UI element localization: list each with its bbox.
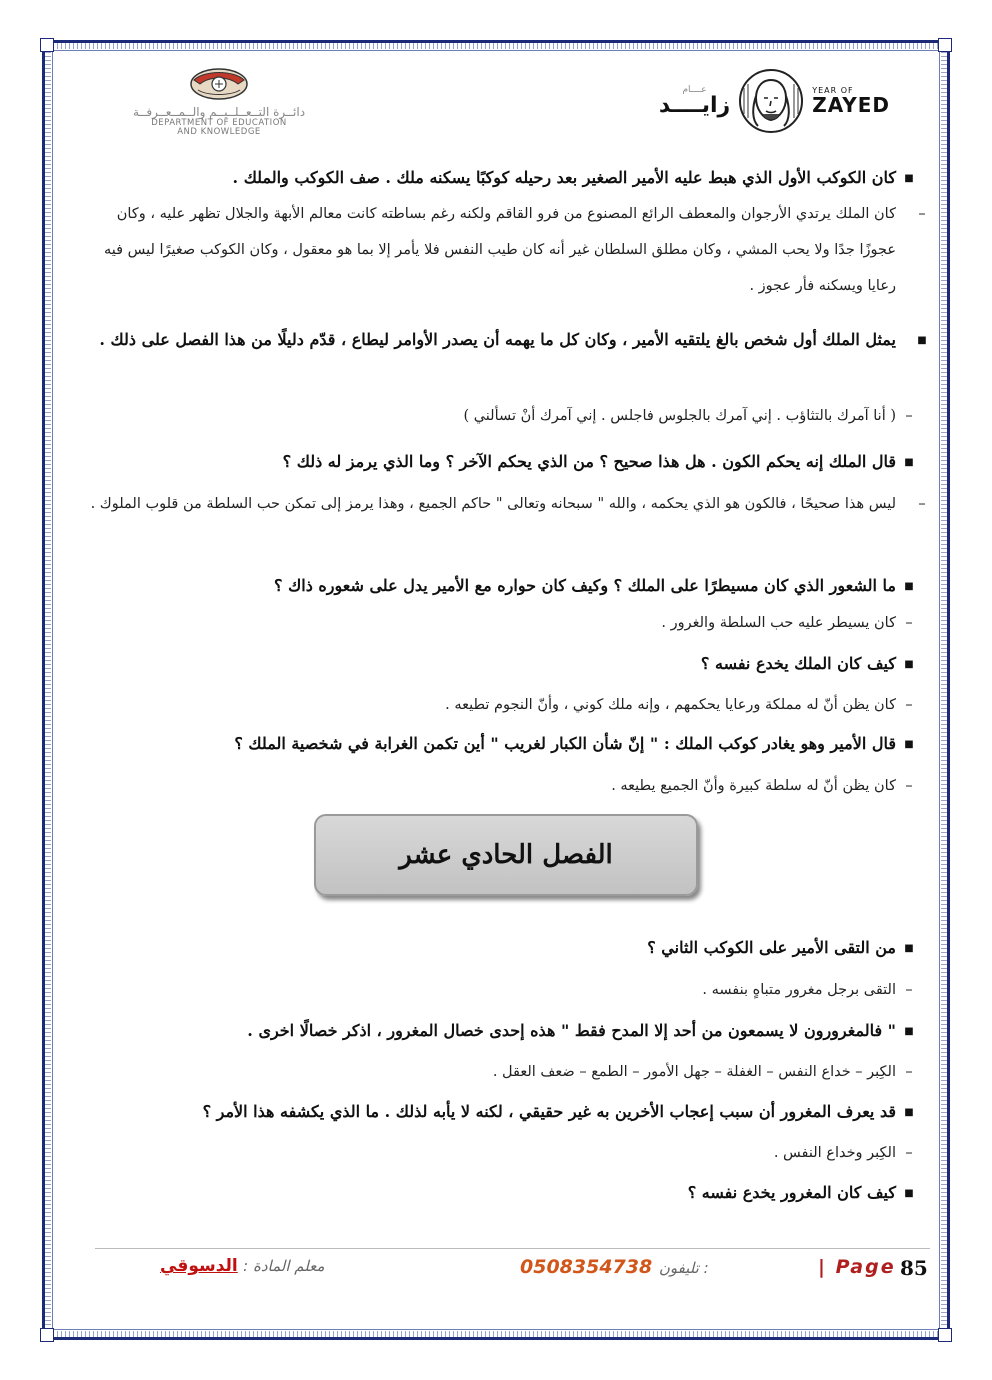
- question-text: ما الشعور الذي كان مسيطرًا على الملك ؟ وكيف كان حواره مع الأمير يدل على شعوره ذاك ؟: [274, 576, 896, 595]
- department-arabic: دائــرة التــعــلــيــم والــمــعــرفــة: [132, 105, 306, 119]
- square-bullet-icon: ■: [904, 659, 914, 670]
- year-of-zayed-logo: [630, 68, 890, 134]
- phone-number: 0508354738: [520, 1256, 653, 1278]
- dash-bullet-icon: –: [905, 615, 913, 631]
- answer-text: كان يظن أنّ له سلطة كبيرة وأنّ الجميع يطيعه .: [611, 778, 896, 794]
- question: [688, 1173, 922, 1214]
- square-bullet-icon: ■: [904, 943, 914, 954]
- question: [283, 442, 922, 483]
- answer: [84, 196, 926, 304]
- square-bullet-icon: ■: [904, 581, 914, 592]
- footer-divider: [95, 1248, 930, 1249]
- question-text: كان الكوكب الأول الذي هبط عليه الأمير الصغير بعد رحيله كوكبًا يسكنه ملك . صف الكوكب والملك .: [232, 168, 896, 187]
- question-text: قال الأمير وهو يغادر كوكب الملك : " إنّ شأن الكبار لغريب " أين تكمن الغرابة في شخصية الملك ؟: [234, 734, 896, 753]
- answer: [463, 398, 922, 434]
- answer-text: كان يظن أنّ له مملكة ورعايا يحكمهم ، وإنه ملك كوني ، وأنّ النجوم تطيعه .: [445, 697, 896, 713]
- corner-ornament: [938, 1328, 952, 1342]
- question: [84, 320, 927, 361]
- corner-ornament: [40, 1328, 54, 1342]
- answer-text: التقى برجل مغرور متباهٍ بنفسه .: [702, 982, 896, 998]
- department-logo: [88, 66, 350, 138]
- dash-bullet-icon: –: [905, 982, 913, 998]
- answer-text: الكِبر – خداع النفس – الغفلة – جهل الأمور – الطمع – ضعف العقل .: [492, 1064, 896, 1080]
- question: [701, 644, 922, 685]
- zayed-english-small: YEAR OF: [812, 86, 854, 95]
- zayed-arabic: [659, 86, 730, 117]
- question-text: قال الملك إنه يحكم الكون . هل هذا صحيح ؟ من الذي يحكم الآخر ؟ وما الذي يرمز له ذلك ؟: [282, 452, 896, 471]
- department-english-2: AND KNOWLEDGE: [177, 127, 261, 138]
- question-text: يمثل الملك أول شخص بالغ يلتقيه الأمير ، وكان كل ما يهمه أن يصدر الأوامر ليطاع ، قدّم دليلًا من هذا الفصل على ذلك .: [99, 330, 896, 349]
- page-label: | Page: [818, 1256, 896, 1278]
- question: [234, 724, 922, 765]
- zayed-portrait-icon: [738, 68, 804, 134]
- corner-ornament: [40, 38, 54, 52]
- zayed-english: [812, 87, 890, 115]
- emblem-falcon-icon: [188, 66, 250, 100]
- answer-text: ليس هذا صحيحًا ، فالكون هو الذي يحكمه ، والله " سبحانه وتعالى " حاكم الجميع ، وهذا يرمز إلى تمكن حب السلطة من قلوب الملوك .: [90, 496, 896, 512]
- answer-text: ( أنا آمرك بالتثاؤب . إني آمرك بالجلوس فاجلس . إني آمرك أنْ تسألني ): [463, 408, 896, 424]
- page-number: 85: [900, 1256, 928, 1280]
- zayed-arabic-text: زايــــد: [658, 92, 731, 118]
- answer: [774, 1135, 922, 1171]
- dash-bullet-icon: –: [905, 778, 913, 794]
- department-english-1: DEPARTMENT OF EDUCATION: [151, 118, 287, 129]
- question-text: كيف كان الملك يخدع نفسه ؟: [700, 654, 896, 673]
- teacher-name: الدسوقي: [160, 1256, 238, 1276]
- square-bullet-icon: ■: [904, 173, 914, 184]
- page-label-text: Page: [835, 1256, 896, 1278]
- chapter-title: الفصل الحادي عشر: [399, 840, 613, 870]
- dash-bullet-icon: –: [905, 1064, 913, 1080]
- answer: [661, 605, 922, 641]
- answer-text: الكِبر وخداع النفس .: [773, 1145, 896, 1161]
- answer: [702, 972, 922, 1008]
- question-text: قد يعرف المغرور أن سبب إعجاب الأخرين به غير حقيقي ، لكنه لا يأبه لذلك . ما الذي يكشفه هذا الأمر ؟: [202, 1102, 896, 1121]
- dash-bullet-icon: –: [918, 206, 926, 222]
- question: [233, 158, 922, 199]
- teacher-label: معلم المادة :: [243, 1257, 325, 1275]
- question: [247, 1011, 922, 1052]
- question: [203, 1092, 922, 1133]
- square-bullet-icon: ■: [904, 739, 914, 750]
- dash-bullet-icon: –: [905, 1145, 913, 1161]
- phone-label: تليفون :: [658, 1259, 709, 1277]
- chapter-title-box: [314, 814, 698, 896]
- answer-text: كان يسيطر عليه حب السلطة والغرور .: [661, 615, 896, 631]
- dash-bullet-icon: –: [905, 697, 913, 713]
- answer-text: كان الملك يرتدي الأرجوان والمعطف الرائع المصنوع من فرو القاقم ولكنه رغم بساطته كانت معالم الأبهة والجلال تظهر عليه ، وكان عجوزًا جدًا ولا يحب المشي ، وكان مطلق السلطان غير أنه كان طيب النفس فلا يأمر إلا بما هو معقول ، وكان الكوكب صغيرًا ليس فيه رعايا ويسكنه فأر عجوز .: [103, 206, 896, 294]
- square-bullet-icon: ■: [904, 1107, 914, 1118]
- zayed-arabic-small: عــــام: [682, 84, 707, 95]
- square-bullet-icon: ■: [904, 1188, 914, 1199]
- question-text: كيف كان المغرور يخدع نفسه ؟: [687, 1183, 896, 1202]
- question: [274, 566, 922, 607]
- question: [647, 928, 922, 969]
- zayed-english-text: ZAYED: [812, 93, 890, 117]
- corner-ornament: [938, 38, 952, 52]
- answer: [493, 1054, 922, 1090]
- dash-bullet-icon: –: [918, 496, 926, 512]
- dash-bullet-icon: –: [905, 408, 913, 424]
- square-bullet-icon: ■: [904, 457, 914, 468]
- teacher-info: [160, 1256, 324, 1286]
- answer: [611, 768, 922, 804]
- question-text: " فالمغرورون لا يسمعون من أحد إلا المدح فقط " هذه إحدى خصال المغرور ، اذكر خصالًا اخرى .: [247, 1021, 896, 1040]
- phone-info: [520, 1256, 709, 1286]
- answer: [84, 486, 926, 522]
- answer: [445, 687, 922, 723]
- question-text: من التقى الأمير على الكوكب الثاني ؟: [647, 938, 896, 957]
- square-bullet-icon: ■: [904, 1026, 914, 1037]
- square-bullet-icon: ■: [917, 335, 927, 346]
